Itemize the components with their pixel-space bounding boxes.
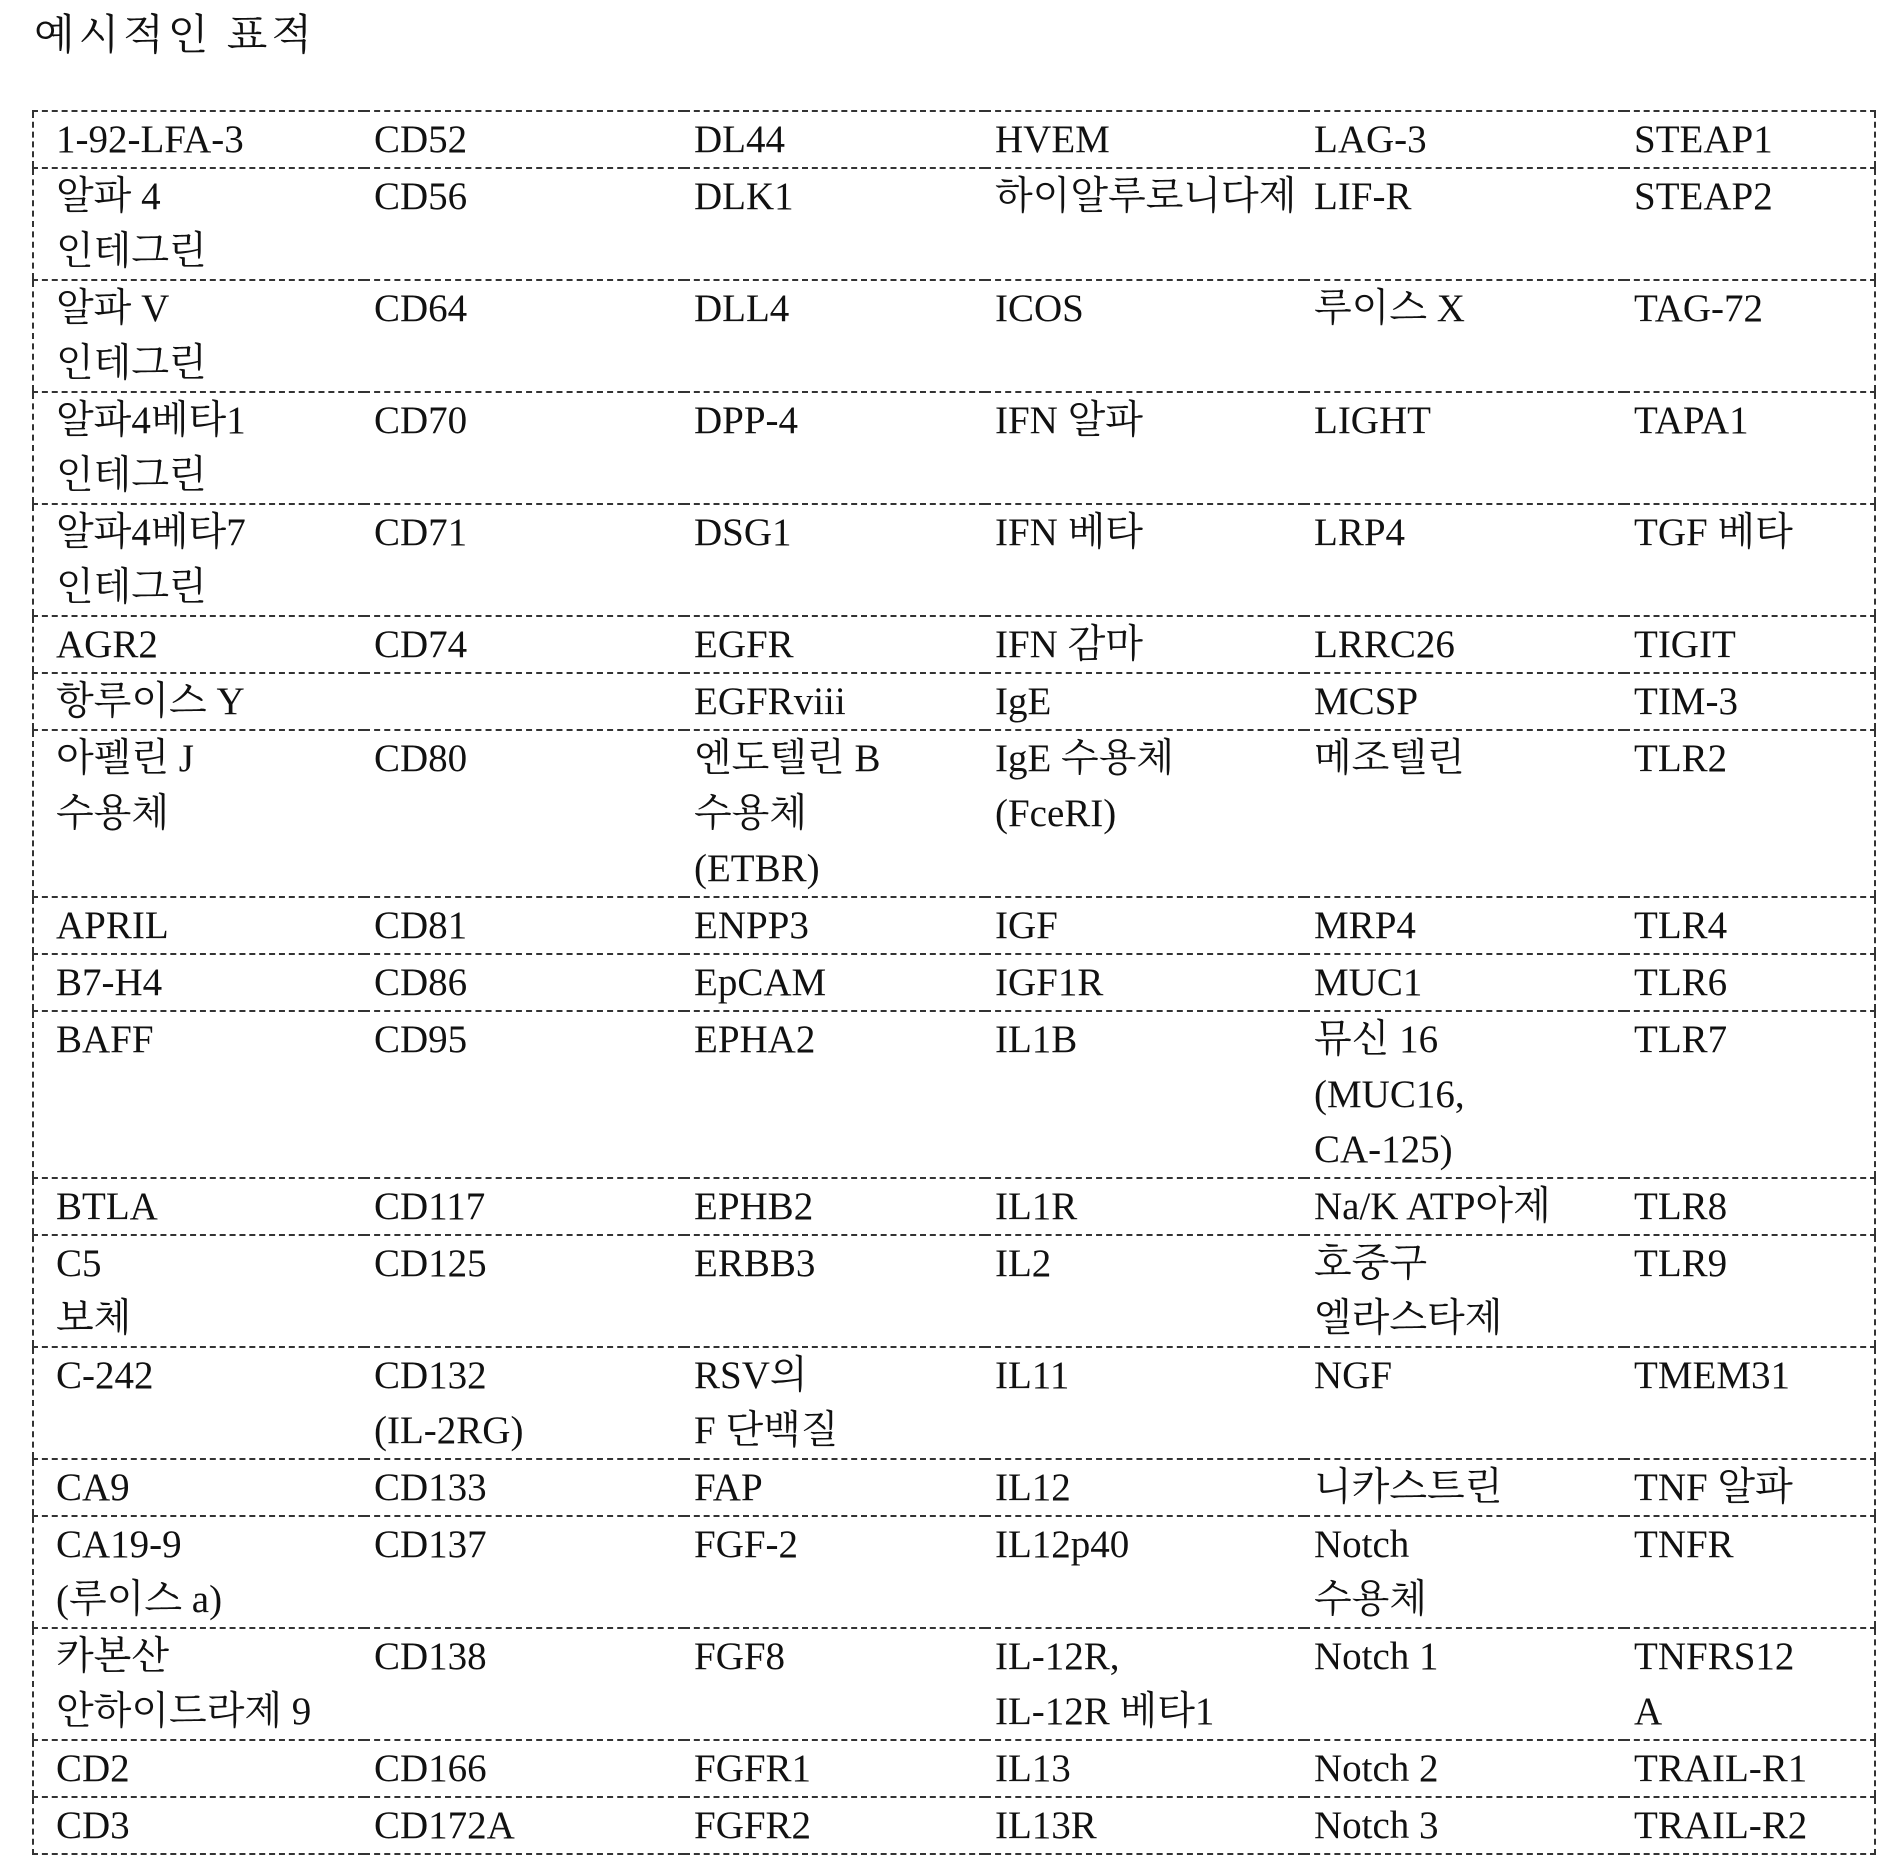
table-row [33,280,1875,392]
table-cell: DL44 [684,111,985,168]
table-row [33,1235,1875,1347]
table-cell: 항루이스 Y [33,673,364,730]
table-cell: IFN 감마 [985,616,1304,673]
table-row [33,168,1875,280]
table-cell: IL1B [985,1011,1304,1178]
table-row [33,111,1875,168]
table-cell: 알파4베타7 인테그린 [33,504,364,616]
table-cell: CD172A [364,1797,684,1854]
table-row [33,897,1875,954]
table-cell: CD117 [364,1178,684,1235]
table-cell: TMEM31 [1624,1347,1875,1459]
table-cell [364,673,684,730]
table-cell: TRAIL-R1 [1624,1740,1875,1797]
table-cell: Na/K ATP아제 [1304,1178,1624,1235]
table-cell: CD81 [364,897,684,954]
table-cell: 루이스 X [1304,280,1624,392]
table-cell: RSV의 F 단백질 [684,1347,985,1459]
table-cell: 1-92-LFA-3 [33,111,364,168]
table-cell: TLR6 [1624,954,1875,1011]
table-row [33,392,1875,504]
table-row [33,1740,1875,1797]
table-cell: CD74 [364,616,684,673]
table-row [33,1347,1875,1459]
table-cell: TIM-3 [1624,673,1875,730]
table-cell: CA19-9 (루이스 a) [33,1516,364,1628]
table-row [33,673,1875,730]
table-cell: Notch 수용체 [1304,1516,1624,1628]
page-title: 예시적인 표적 [34,8,316,64]
table-cell: EPHB2 [684,1178,985,1235]
table-cell: LIF-R [1304,168,1624,280]
table-cell: CD2 [33,1740,364,1797]
table-cell: ICOS [985,280,1304,392]
table-row [33,1178,1875,1235]
table-cell: IL12 [985,1459,1304,1516]
table-cell: IGF1R [985,954,1304,1011]
table-cell: 하이알루로니다제 [985,168,1304,280]
table-cell: ENPP3 [684,897,985,954]
table-row [33,1459,1875,1516]
table-row [33,730,1875,897]
table-cell: CD166 [364,1740,684,1797]
table-cell: MUC1 [1304,954,1624,1011]
table-cell: DPP-4 [684,392,985,504]
table-cell: IGF [985,897,1304,954]
table-cell: FGFR1 [684,1740,985,1797]
table-cell: C-242 [33,1347,364,1459]
table-row [33,616,1875,673]
table-cell: TNF 알파 [1624,1459,1875,1516]
table-cell: TRAIL-R2 [1624,1797,1875,1854]
table-cell: DLL4 [684,280,985,392]
table-cell: FGF8 [684,1628,985,1740]
table-cell: BAFF [33,1011,364,1178]
table-cell: 호중구 엘라스타제 [1304,1235,1624,1347]
table-row [33,1797,1875,1854]
table-cell: CD52 [364,111,684,168]
table-cell: STEAP1 [1624,111,1875,168]
table-cell: CD132 (IL-2RG) [364,1347,684,1459]
table-cell: IL12p40 [985,1516,1304,1628]
table-cell: TLR8 [1624,1178,1875,1235]
table-cell: HVEM [985,111,1304,168]
table-cell: LRRC26 [1304,616,1624,673]
table-cell: IgE 수용체 (FceRI) [985,730,1304,897]
table-cell: 알파 4 인테그린 [33,168,364,280]
table-cell: TNFR [1624,1516,1875,1628]
table-cell: Notch 3 [1304,1797,1624,1854]
table-cell: 메조텔린 [1304,730,1624,897]
table-cell: Notch 2 [1304,1740,1624,1797]
table-cell: IL2 [985,1235,1304,1347]
table-cell: FGF-2 [684,1516,985,1628]
table-cell: 알파4베타1 인테그린 [33,392,364,504]
table-cell: TLR2 [1624,730,1875,897]
table-cell: LIGHT [1304,392,1624,504]
table-cell: CD56 [364,168,684,280]
table-cell: TIGIT [1624,616,1875,673]
table-cell: CA9 [33,1459,364,1516]
table-cell: FAP [684,1459,985,1516]
table-row [33,1516,1875,1628]
table-cell: ERBB3 [684,1235,985,1347]
table-cell: CD64 [364,280,684,392]
table-cell: 엔도텔린 B 수용체 (ETBR) [684,730,985,897]
table-cell: TGF 베타 [1624,504,1875,616]
table-row [33,504,1875,616]
table-cell: IFN 베타 [985,504,1304,616]
table-cell: IL13 [985,1740,1304,1797]
table-cell: BTLA [33,1178,364,1235]
table-cell: 알파 V 인테그린 [33,280,364,392]
table-cell: Notch 1 [1304,1628,1624,1740]
table-cell: CD86 [364,954,684,1011]
table-row [33,954,1875,1011]
table-cell: IFN 알파 [985,392,1304,504]
table-cell: 아펠린 J 수용체 [33,730,364,897]
table-row [33,1628,1875,1740]
table-cell: CD3 [33,1797,364,1854]
table-cell: CD80 [364,730,684,897]
table-cell: CD133 [364,1459,684,1516]
table-cell: B7-H4 [33,954,364,1011]
table-cell: FGFR2 [684,1797,985,1854]
table-cell: CD71 [364,504,684,616]
table-cell: TLR9 [1624,1235,1875,1347]
table-cell: NGF [1304,1347,1624,1459]
table-cell: APRIL [33,897,364,954]
table-cell: TLR7 [1624,1011,1875,1178]
targets-table [32,110,1876,1855]
table-cell: CD125 [364,1235,684,1347]
table-cell: DSG1 [684,504,985,616]
table-cell: IL11 [985,1347,1304,1459]
table-cell: 뮤신 16 (MUC16, CA-125) [1304,1011,1624,1178]
table-cell: TLR4 [1624,897,1875,954]
table-cell: IL13R [985,1797,1304,1854]
table-cell: 니카스트린 [1304,1459,1624,1516]
table-cell: IgE [985,673,1304,730]
table-cell: CD138 [364,1628,684,1740]
table-cell: TAPA1 [1624,392,1875,504]
table-cell: CD137 [364,1516,684,1628]
table-cell: DLK1 [684,168,985,280]
table-cell: C5 보체 [33,1235,364,1347]
table-cell: EPHA2 [684,1011,985,1178]
table-cell: EpCAM [684,954,985,1011]
table-cell: IL1R [985,1178,1304,1235]
table-cell: TNFRS12 A [1624,1628,1875,1740]
table-cell: TAG-72 [1624,280,1875,392]
table-row [33,1011,1875,1178]
table-cell: STEAP2 [1624,168,1875,280]
table-cell: LAG-3 [1304,111,1624,168]
table-cell: AGR2 [33,616,364,673]
table-cell: MCSP [1304,673,1624,730]
table-cell: LRP4 [1304,504,1624,616]
table-cell: CD95 [364,1011,684,1178]
table-cell: 카본산 안하이드라제 9 [33,1628,364,1740]
table-cell: EGFRviii [684,673,985,730]
table-cell: CD70 [364,392,684,504]
table-cell: EGFR [684,616,985,673]
table-cell: MRP4 [1304,897,1624,954]
table-cell: IL-12R, IL-12R 베타1 [985,1628,1304,1740]
